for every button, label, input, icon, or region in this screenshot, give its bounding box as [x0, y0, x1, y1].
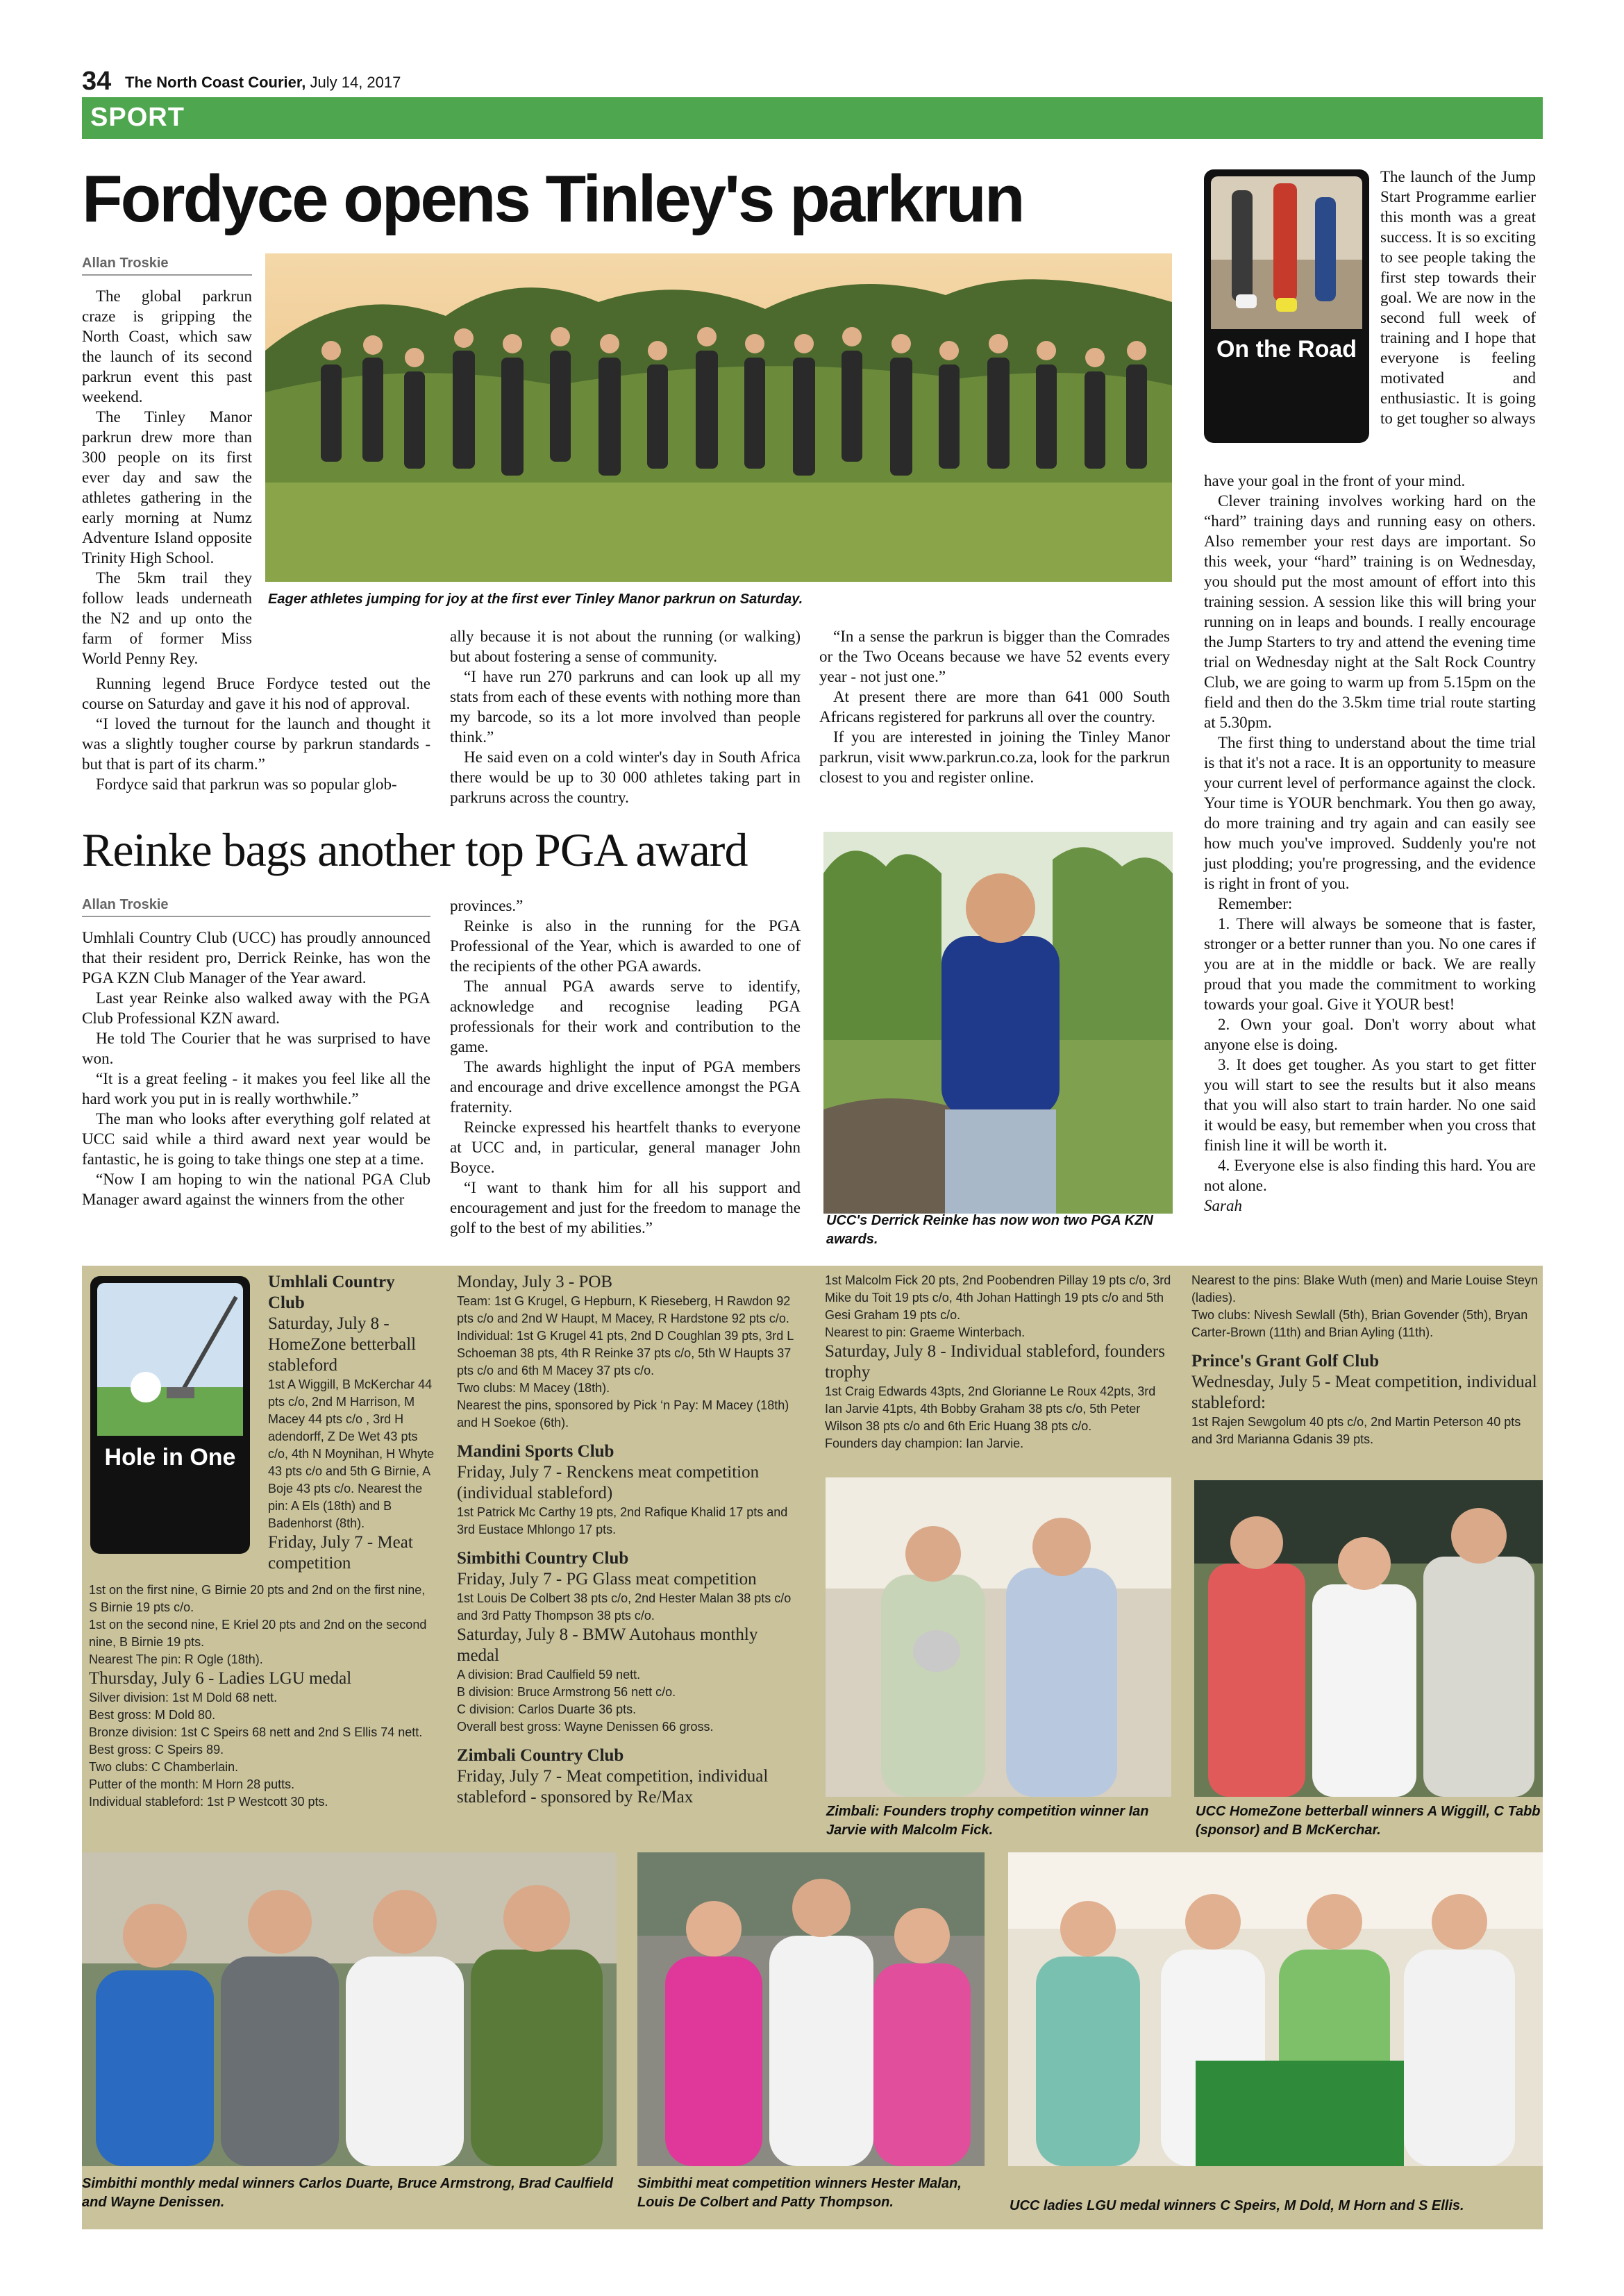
paragraph: 3. It does get tougher. As you start to get fitter you will start to see the results but it also means that you will also start to train harder. No one said it would be easy, but remember when you cross that finish line it will be worth it. [1204, 1056, 1536, 1154]
article1-col2 [450, 626, 801, 807]
article2-col1 [82, 928, 430, 1209]
paragraph: have your goal in the front of your mind. [1204, 472, 1466, 489]
ucc-betterball-photo [1194, 1480, 1543, 1797]
event-heading: Saturday, July 8 - Individual stableford, founders trophy [825, 1342, 1165, 1382]
results-text: 1st Craig Edwards 43pts, 2nd Glorianne Le Roux 42pts, 3rd Ian Jarvie 41pts, 4th Bobby Graham 38 pts c/o, 5th Peter Wilson 38 pts c/o and 6th Eric Huang 38 pts c/o. [825, 1384, 1156, 1433]
results-text: Two clubs: Nivesh Sewlall (5th), Brian Govender (5th), Bryan Carter-Brown (11th) and Brian Ayling (11th). [1191, 1308, 1528, 1339]
publication-line [125, 74, 401, 92]
paragraph: Remember: [1218, 895, 1293, 912]
club-heading: Umhlali Country Club [268, 1273, 395, 1312]
paragraph: The global parkrun craze is gripping the North Coast, which saw the launch of its second parkrun event this past weekend. [82, 287, 252, 405]
section-bar [82, 97, 1543, 139]
results-text: Silver division: 1st M Dold 68 nett. [89, 1691, 278, 1704]
results-text: 1st Malcolm Fick 20 pts, 2nd Poobendren Pillay 19 pts c/o, 3rd Mike du Toit 19 pts c/o, 4th Johan Hattingh 19 pts c/o and 5th Gesi Graham 19 pts c/o. [825, 1273, 1171, 1322]
simbithi-meat-photo [637, 1852, 985, 2166]
article1-col3 [819, 626, 1170, 787]
signoff: Sarah [1204, 1197, 1242, 1214]
article1-col1 [82, 286, 252, 669]
results-text: Two clubs: M Macey (18th). [457, 1381, 610, 1395]
paragraph: Clever training involves working hard on the “hard” training days and running easy on others. Also remember your rest days are important. So this week, your “hard” training is on Wednesday, you should put the most amount of effort into this training session. A session like this will bring your running on in leaps and bounds. I really encourage the Jump Starters to try and attend the evening time trial on Wednesday night at the Salt Rock Country Club, we are going to warm up from 5.15pm on the field and then do the 3.5km time trial route starting at 5.30pm. [1204, 492, 1536, 731]
paragraph: 4. Everyone else is also finding this hard. You are not alone. [1204, 1157, 1536, 1194]
column-top-text [1380, 167, 1536, 428]
results-text: 1st A Wiggill, B McKerchar 44 pts c/o, 2nd M Harrison, M Macey 44 pts c/o , 3rd H adendorff, Z De Wet 43 pts c/o, 4th N Moynihan, H Whyte 43 pts c/o and 5th G Birnie, A Boje 43 pts c/o. Nearest the pin: A Els (18th) and B Badenhorst (8th). [268, 1377, 435, 1530]
event-heading: Saturday, July 8 - HomeZone betterball stableford [268, 1314, 417, 1375]
article1-headline: Fordyce opens Tinley's parkrun [82, 162, 1023, 236]
paragraph: “In a sense the parkrun is bigger than the Comrades or the Two Oceans because we have 52 events every year - not just one.” [819, 628, 1170, 685]
paragraph: Last year Reinke also walked away with the PGA Club Professional KZN award. [82, 989, 430, 1027]
results-text: Nearest to the pins: Blake Wuth (men) and Marie Louise Steyn (ladies). [1191, 1273, 1538, 1305]
event-heading: Wednesday, July 5 - Meat competition, individual stableford: [1191, 1373, 1537, 1412]
paragraph: Umhlali Country Club (UCC) has proudly announced that their resident pro, Derrick Reinke, has won the PGA KZN Club Manager of the Year award. [82, 929, 430, 987]
club-heading: Simbithi Country Club [457, 1549, 629, 1568]
results-text: Best gross: C Speirs 89. [89, 1743, 224, 1757]
paragraph: Reinke is also in the running for the PGA Professional of the Year, which is awarded to one of the recipients of the other PGA awards. [450, 917, 801, 975]
paragraph: “I want to thank him for all his support and encouragement and just for the freedom to manage the golf to the best of my abilities.” [450, 1179, 801, 1237]
paragraph: Running legend Bruce Fordyce tested out the course on Saturday and gave it his nod of approval. [82, 675, 430, 712]
paragraph: The launch of the Jump Start Programme earlier this month was a great success. It is so exciting to see people taking the first step towards their goal. We are now in the second full week of training and I hope that everyone is feeling motivated and enthusiastic. It is going to get tougher so always [1380, 168, 1536, 427]
paragraph: “It is a great feeling - it makes you feel like all the hard work you put in is really worthwhile.” [82, 1070, 430, 1107]
article2-headline: Reinke bags another top PGA award [82, 823, 748, 876]
column-body [1204, 471, 1536, 1216]
event-heading: Friday, July 7 - Meat competition [268, 1533, 413, 1573]
publication-date: July 14, 2017 [310, 74, 401, 91]
zimbali-photo [826, 1477, 1171, 1797]
article1-byline: Allan Troskie [82, 255, 252, 276]
simbithi-medal-photo [82, 1852, 617, 2166]
event-heading: Thursday, July 6 - Ladies LGU medal [89, 1669, 352, 1688]
paragraph: “I loved the turnout for the launch and thought it was a slightly tougher course by parkrun standards - but that is part of its charm.” [82, 715, 430, 773]
ucc-betterball-photo-caption: UCC HomeZone betterball winners A Wiggill, C Tabb (sponsor) and B McKerchar. [1196, 1804, 1541, 1838]
paragraph: He said even on a cold winter's day in South Africa there would be up to 30 000 athletes taking part in parkruns across the country. [450, 748, 801, 806]
club-heading: Mandini Sports Club [457, 1442, 614, 1461]
article2-byline: Allan Troskie [82, 897, 430, 917]
results-text: Putter of the month: M Horn 28 putts. [89, 1777, 295, 1791]
results-text: A division: Brad Caulfield 59 nett. [457, 1668, 641, 1682]
paragraph: At present there are more than 641 000 South Africans registered for parkruns all over the country. [819, 688, 1170, 726]
simbithi-meat-photo-caption: Simbithi meat competition winners Hester Malan, Louis De Colbert and Patty Thompson. [637, 2176, 962, 2210]
results-text: Nearest the pins, sponsored by Pick ‘n Pay: M Macey (18th) and H Soekoe (6th). [457, 1398, 789, 1430]
results-text: Two clubs: C Chamberlain. [89, 1760, 239, 1774]
results-col4 [1191, 1272, 1539, 1448]
results-text: 1st on the second nine, E Kriel 20 pts and 2nd on the second nine, B Birnie 19 pts. [89, 1618, 427, 1649]
paragraph: The awards highlight the input of PGA members and encourage and drive excellence amongst the PGA fraternity. [450, 1058, 801, 1116]
paragraph: provinces.” [450, 897, 524, 914]
results-col1-bottom [89, 1582, 436, 1811]
parkrun-photo-caption: Eager athletes jumping for joy at the first ever Tinley Manor parkrun on Saturday. [268, 592, 803, 607]
club-heading: Prince's Grant Golf Club [1191, 1352, 1380, 1371]
results-text: Bronze division: 1st C Speirs 68 nett and 2nd S Ellis 74 nett. [89, 1725, 423, 1739]
badge-label: Hole in One [104, 1444, 236, 1470]
results-col2 [457, 1272, 804, 1808]
results-text: Team: 1st G Krugel, G Hepburn, K Rieseberg, H Rawdon 92 pts c/o and 2nd W Haupt, M Macey, R Hardstone 92 pts c/o. [457, 1294, 791, 1325]
results-text: 1st on the first nine, G Birnie 20 pts and 2nd on the first nine, S Birnie 19 pts c/o. [89, 1583, 426, 1614]
results-text: Nearest The pin: R Ogle (18th). [89, 1652, 263, 1666]
parkrun-photo [265, 253, 1172, 582]
paragraph: The annual PGA awards serve to identify, acknowledge and recognise leading PGA professionals for their work and contribution to the game. [450, 978, 801, 1055]
article1-col1b [82, 673, 430, 794]
results-text: Best gross: M Dold 80. [89, 1708, 216, 1722]
article2-col2 [450, 896, 801, 1238]
paragraph: The first thing to understand about the time trial is that it's not a race. It is an opportunity to measure your current level of performance against the clock. Your time is YOUR benchmark. You then go away, do more training and try again and can easily see how much you've improved. Suddenly you're not just plodding; you're progressing, and the evidence is right in front of you. [1204, 734, 1536, 892]
publication-name: The North Coast Courier, [125, 74, 306, 91]
paragraph: 1. There will always be someone that is faster, stronger or a better runner than you. No one cares if you are at in the middle or back. We are really proud that you made the commitment to working towards your goal. Give it YOUR best! [1204, 915, 1536, 1013]
paragraph: ally because it is not about the running (or walking) but about fostering a sense of community. [450, 628, 801, 665]
badge-label: On the Road [1216, 336, 1357, 362]
results-text: Overall best gross: Wayne Denissen 66 gross. [457, 1720, 714, 1734]
simbithi-medal-photo-caption: Simbithi monthly medal winners Carlos Duarte, Bruce Armstrong, Brad Caulfield and Wayne Denissen. [82, 2176, 613, 2210]
paragraph: The 5km trail they follow leads underneath the N2 and up onto the farm of former Miss World Penny Rey. [82, 569, 252, 667]
reinke-photo [823, 832, 1173, 1214]
results-col3 [825, 1272, 1172, 1452]
results-text: B division: Bruce Armstrong 56 nett c/o. [457, 1685, 676, 1699]
paragraph: 2. Own your goal. Don't worry about what anyone else is doing. [1204, 1016, 1536, 1053]
section-label: SPORT [90, 103, 185, 132]
paragraph: Fordyce said that parkrun was so popular glob- [96, 776, 397, 793]
event-heading: Saturday, July 8 - BMW Autohaus monthly medal [457, 1625, 758, 1665]
results-col1-top [268, 1272, 435, 1574]
results-text: Nearest to pin: Graeme Winterbach. [825, 1325, 1026, 1339]
paragraph: The Tinley Manor parkrun drew more than 300 people on its first ever day and saw the athletes gathering in the early morning at Numz Adventure Island opposite Trinity High School. [82, 408, 252, 567]
results-text: C division: Carlos Duarte 36 pts. [457, 1702, 637, 1716]
reinke-photo-caption: UCC's Derrick Reinke has now won two PGA KZN awards. [826, 1213, 1153, 1247]
paragraph: “Now I am hoping to win the national PGA Club Manager award against the winners from the other [82, 1171, 430, 1208]
on-the-road-badge [1204, 169, 1369, 443]
hole-in-one-badge [90, 1276, 250, 1554]
paragraph: Reincke expressed his heartfelt thanks to everyone at UCC and, in particular, general manager John Boyce. [450, 1118, 801, 1176]
zimbali-photo-caption: Zimbali: Founders trophy competition winner Ian Jarvie with Malcolm Fick. [826, 1804, 1149, 1838]
results-text: 1st Louis De Colbert 38 pts c/o, 2nd Hester Malan 38 pts c/o and 3rd Patty Thompson 38 pts c/o. [457, 1591, 792, 1623]
paragraph: He told The Courier that he was surprised to have won. [82, 1030, 430, 1067]
results-text: 1st Rajen Sewgolum 40 pts c/o, 2nd Martin Peterson 40 pts and 3rd Marianna Gdanis 39 pts. [1191, 1415, 1521, 1446]
results-text: Individual stableford: 1st P Westcott 30 pts. [89, 1795, 328, 1809]
page-number: 34 [82, 67, 112, 96]
results-text: Founders day champion: Ian Jarvie. [825, 1436, 1024, 1450]
paragraph: “I have run 270 parkruns and can look up all my stats from each of these events with nothing more than my barcode, so its a lot more involved than people think.” [450, 668, 801, 746]
event-heading: Friday, July 7 - Renckens meat competition (individual stableford) [457, 1463, 760, 1502]
ucc-ladies-photo-caption: UCC ladies LGU medal winners C Speirs, M Dold, M Horn and S Ellis. [1010, 2198, 1464, 2213]
results-text: 1st Patrick Mc Carthy 19 pts, 2nd Rafique Khalid 17 pts and 3rd Eustace Mhlongo 17 pts. [457, 1505, 788, 1536]
event-heading: Friday, July 7 - PG Glass meat competition [457, 1570, 757, 1589]
paragraph: If you are interested in joining the Tinley Manor parkrun, visit www.parkrun.co.za, look for the parkrun closest to you and register online. [819, 728, 1170, 786]
event-heading: Friday, July 7 - Meat competition, individual stableford - sponsored by Re/Max [457, 1767, 769, 1807]
event-heading: Monday, July 3 - POB [457, 1273, 613, 1291]
results-text: Individual: 1st G Krugel 41 pts, 2nd D Coughlan 39 pts, 3rd L Schoeman 38 pts, 4th R Reinke 37 pts c/o, 5th W Haupts 37 pts c/o and 6th M Macey 37 pts c/o. [457, 1329, 794, 1377]
club-heading: Zimbali Country Club [457, 1746, 624, 1765]
ucc-ladies-photo [1008, 1852, 1543, 2166]
paragraph: The man who looks after everything golf related at UCC said while a third award next year would be fantastic, he is going to take things one step at a time. [82, 1110, 430, 1168]
